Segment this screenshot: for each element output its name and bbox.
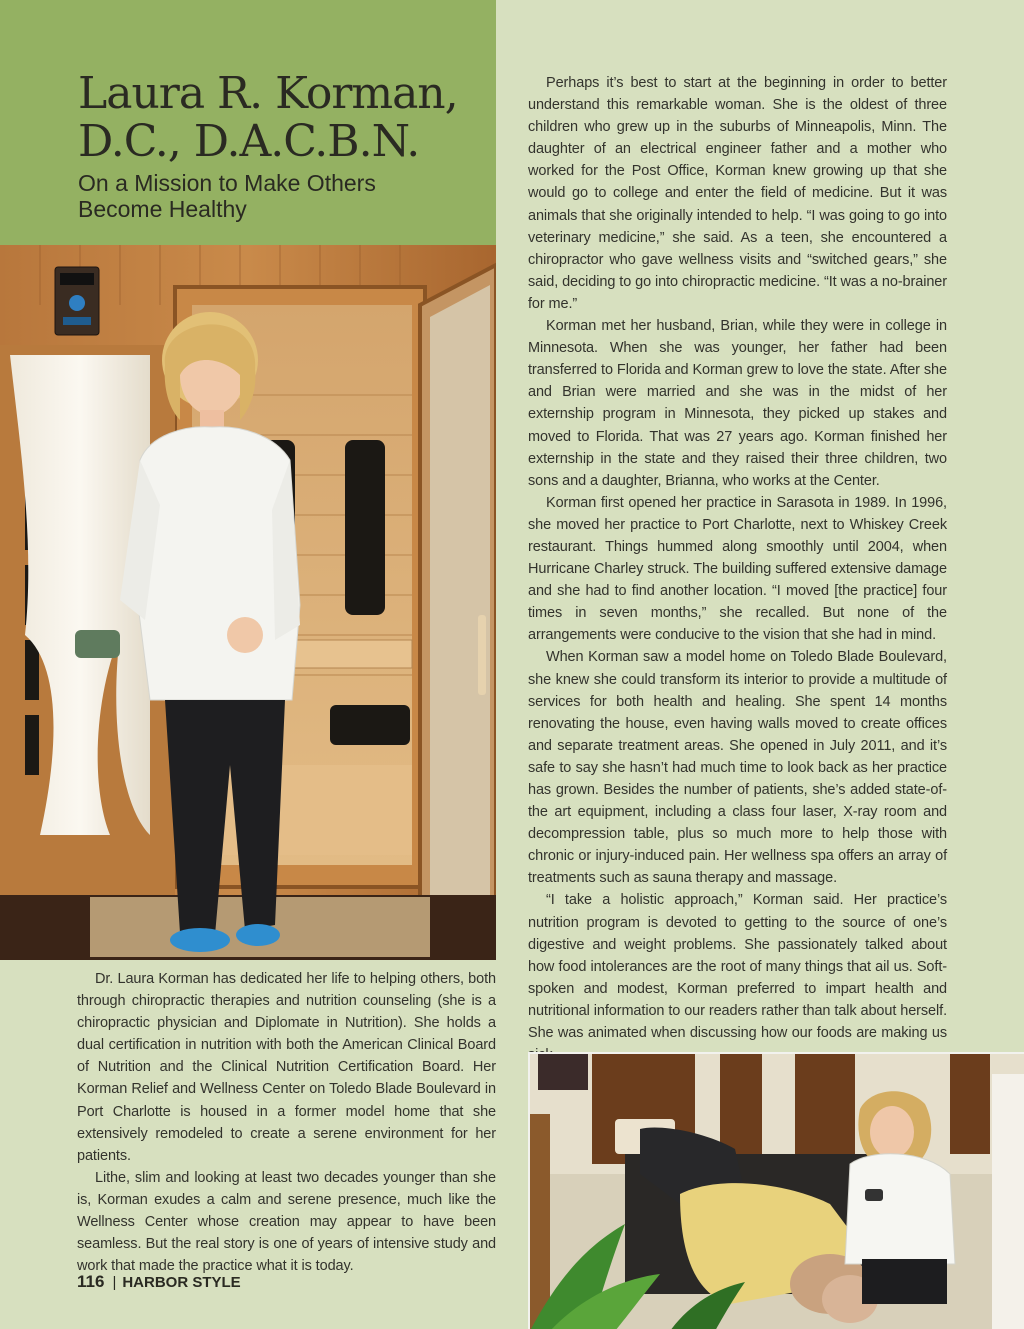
right-paragraph-3: Korman first opened her practice in Sarasota in 1989. In 1996, she moved her practice to Port Charlotte, next to Whiskey Creek restaurant. Things hummed along smoothly until 2004, when Hurricane Charley struck. The building suffered extensive damage and she had to find another location. “I moved [the practice] four times in seven months,” she recalled. But none of the arrangements were conducive to the vision that she had in mind. [528,494,947,644]
article-subtitle [78,170,478,222]
left-column [77,968,496,1277]
publication-name: HARBOR STYLE [122,1274,241,1291]
left-paragraph-1: Dr. Laura Korman has dedicated her life to helping others, both through chiropractic therapies and nutrition counseling (she is a chiropractic physician and Diplomate in Nutrition). She holds a dual certification in nutrition with both the American Clinical Board of Nutrition and the Clinical Nutrition Certification Board. Her Korman Relief and Wellness Center on Toledo Blade Boulevard in Port Charlotte is housed in a former model home that she extensively remodeled to create a serene environment for her patients. [77,971,496,1164]
article-title [78,70,488,166]
article-title-line-2: D.C., D.A.C.B.N. [78,116,420,167]
right-paragraph-2: Korman met her husband, Brian, while they were in college in Minnesota. When she was younger, her father had been transferred to Florida and Korman grew to love the state. After she and Brian were married and she was in the midst of her externship program in Minnesota, they picked up stakes and moved to Florida. That was 27 years ago. Korman finished her externship in the state and they raised their three children, two sons and a daughter, Brianna, who works at the Center. [528,318,947,489]
right-paragraph-1: Perhaps it’s best to start at the beginning in order to better understand this remarkable woman. She is the oldest of three children who grew up in the suburbs of Minneapolis, Minn. The daughter of an electrical engineer father and a mother who worked for the Post Office, Korman knew growing up that she would go to college and enter the field of medicine. But it was animals that she originally intended to help. “I was going to go into veterinary medicine,” she said. As a teen, she encountered a chiropractor who gave wellness visits and “switched gears,” she said, deciding to go into chiropractic medicine. “It was a no-brainer for me.” [528,75,947,312]
footer-separator: | [112,1274,117,1291]
portrait-photo [0,245,496,960]
page-number: 116 [77,1272,105,1291]
right-paragraph-5: “I take a holistic approach,” Korman said. Her practice’s nutrition program is devoted to getting to the source of one’s digestive and weight problems. She passionately talked about how food intolerances are the root of many things that ail us. Soft-spoken and modest, Korman preferred to impart health and nutritional information to our readers rather than talk about herself. She was animated when discussing how our foods are making us [528,892,947,1042]
treatment-photo [528,1052,1024,1329]
article-title-line-1: Laura R. Korman, [78,68,458,119]
right-column [528,72,947,1066]
page-footer [77,1272,241,1292]
article-subtitle-line-2: Become Healthy [78,196,247,222]
article-subtitle-line-1: On a Mission to Make Others [78,170,376,196]
right-paragraph-4: When Korman saw a model home on Toledo Blade Boulevard, she knew she could transform its interior to provide a multitude of services for both health and healing. She spent 14 months renovating the house, even having walls moved to create offices and separate treatment areas. She opened in July 2011, and it’s safe to say she hasn’t had much time to look back as her practice has grown. Besides the number of patients, she’s added state-of-the art equipment, including a class four laser, X-ray room and decompression table, plus so much more to help those with chronic or injury-induced pain. Her wellness spa offers an array of treatments such as sauna therapy and massage. [528,649,947,887]
left-paragraph-2: Lithe, slim and looking at least two decades younger than she is, Korman exudes a calm and serene presence, much like the Wellness Center whose creation may appear to have been seamless. But the real story is one of years of intensive study and work that made the practice what it is today. [77,1169,496,1275]
